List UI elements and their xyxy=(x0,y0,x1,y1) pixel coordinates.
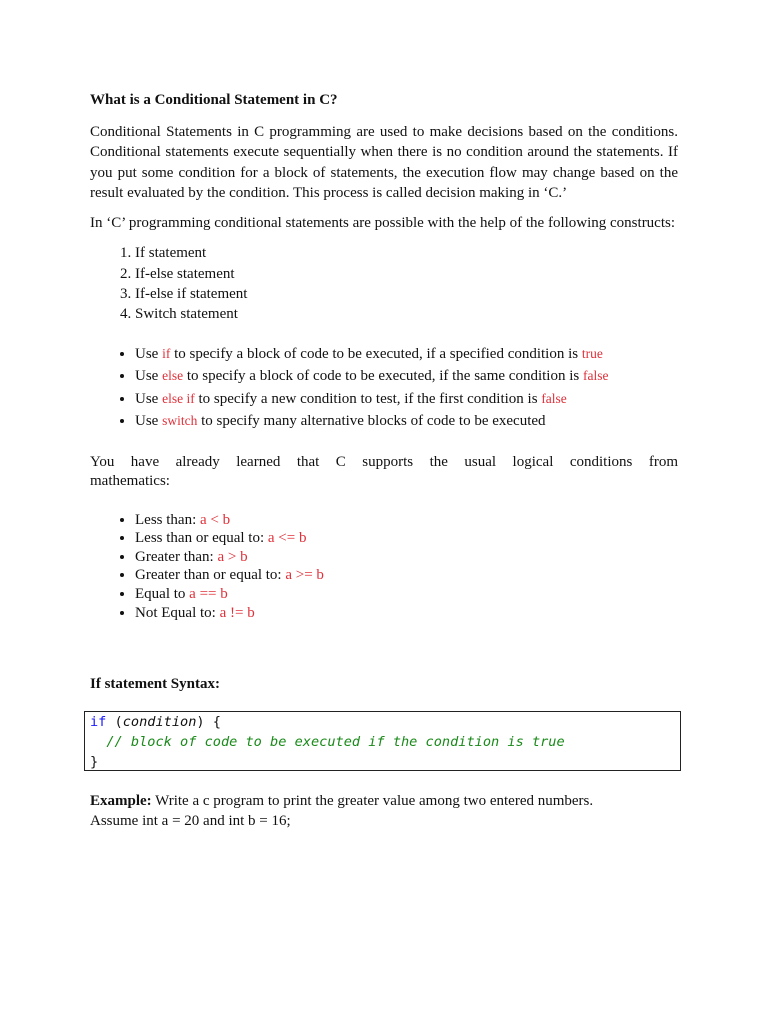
use-text: to specify a block of code to be executed, if a specified condition is xyxy=(170,345,582,362)
keyword-value: false xyxy=(582,368,609,384)
keyword: else xyxy=(162,368,184,384)
constructs-paragraph: In ‘C’ programming conditional statements are possible with the help of the following constructs: xyxy=(90,215,676,232)
code-block xyxy=(84,711,681,771)
condition-label: Less than: xyxy=(135,511,200,528)
keyword: switch xyxy=(162,413,198,429)
use-text: to specify a block of code to be executed, if the same condition is xyxy=(183,368,583,385)
syntax-heading: If statement Syntax: xyxy=(90,676,220,692)
example-line2: Assume int a = 20 and int b = 16; xyxy=(90,813,291,829)
list-item xyxy=(135,566,678,585)
page-title: What is a Conditional Statement in C? xyxy=(90,92,338,108)
example-label: Example: xyxy=(90,793,152,809)
condition-label: Less than or equal to: xyxy=(135,530,268,547)
condition-label: Greater than: xyxy=(135,548,218,565)
conditions-list xyxy=(90,511,678,623)
condition-label: Not Equal to: xyxy=(135,604,220,621)
condition-expr: a >= b xyxy=(285,567,324,584)
condition-expr: a > b xyxy=(217,548,248,565)
example-section xyxy=(90,791,690,831)
code-line xyxy=(90,712,680,732)
list-item xyxy=(135,343,678,366)
list-item xyxy=(135,388,678,411)
list-item xyxy=(135,585,678,604)
condition-expr: a <= b xyxy=(267,530,307,547)
condition-label: Equal to xyxy=(135,586,190,603)
condition-label: Greater than or equal to: xyxy=(135,567,286,584)
list-item xyxy=(135,410,678,433)
code-keyword: if xyxy=(90,714,107,730)
code-condition: condition xyxy=(122,714,197,730)
use-text: Use xyxy=(135,390,163,407)
constructs-list xyxy=(90,243,678,324)
logical-intro-line1: You have already learned that C supports the usual logical conditions from xyxy=(90,453,678,470)
code-text: ) { xyxy=(196,714,221,730)
use-text: to specify many alternative blocks of code to be executed xyxy=(197,413,546,430)
use-text: Use xyxy=(135,345,163,362)
list-item xyxy=(135,365,678,388)
use-text: to specify a new condition to test, if the first condition is xyxy=(194,390,542,407)
example-text: Write a c program to print the greater value among two entered numbers. xyxy=(151,793,594,809)
example-line1 xyxy=(90,791,690,811)
use-text: Use xyxy=(135,413,163,430)
list-item xyxy=(135,604,678,623)
code-text: ( xyxy=(106,714,123,730)
condition-expr: a < b xyxy=(200,511,231,528)
condition-expr: a == b xyxy=(189,586,228,603)
document-body xyxy=(90,88,678,642)
keyword: else if xyxy=(162,390,195,406)
logical-intro xyxy=(90,453,678,491)
intro-paragraph: Conditional Statements in C programming are used to make decisions based on the conditions. Conditional statements execute sequentially when there is no condition around the statements. If you put some condition for a block of statements, the execution flow may change based on the result evaluated by the condition. This process is called decision making in ‘C.’ xyxy=(90,124,678,201)
code-comment: // block of code to be executed if the condition is true xyxy=(90,734,565,750)
code-closing-brace: } xyxy=(90,754,99,770)
uses-list xyxy=(90,343,678,433)
condition-expr: a != b xyxy=(219,604,255,621)
list-item xyxy=(135,529,678,548)
list-item: 1. If statement xyxy=(135,243,678,263)
logical-intro-line2: mathematics: xyxy=(90,472,170,489)
keyword-value: true xyxy=(581,345,603,361)
keyword: if xyxy=(162,345,171,361)
list-item xyxy=(135,548,678,567)
keyword-value: false xyxy=(541,390,567,406)
list-item: 3. If-else if statement xyxy=(135,284,678,304)
list-item: 4. Switch statement xyxy=(135,304,678,324)
use-text: Use xyxy=(135,368,163,385)
list-item: 2. If-else statement xyxy=(135,264,678,284)
list-item xyxy=(135,511,678,530)
